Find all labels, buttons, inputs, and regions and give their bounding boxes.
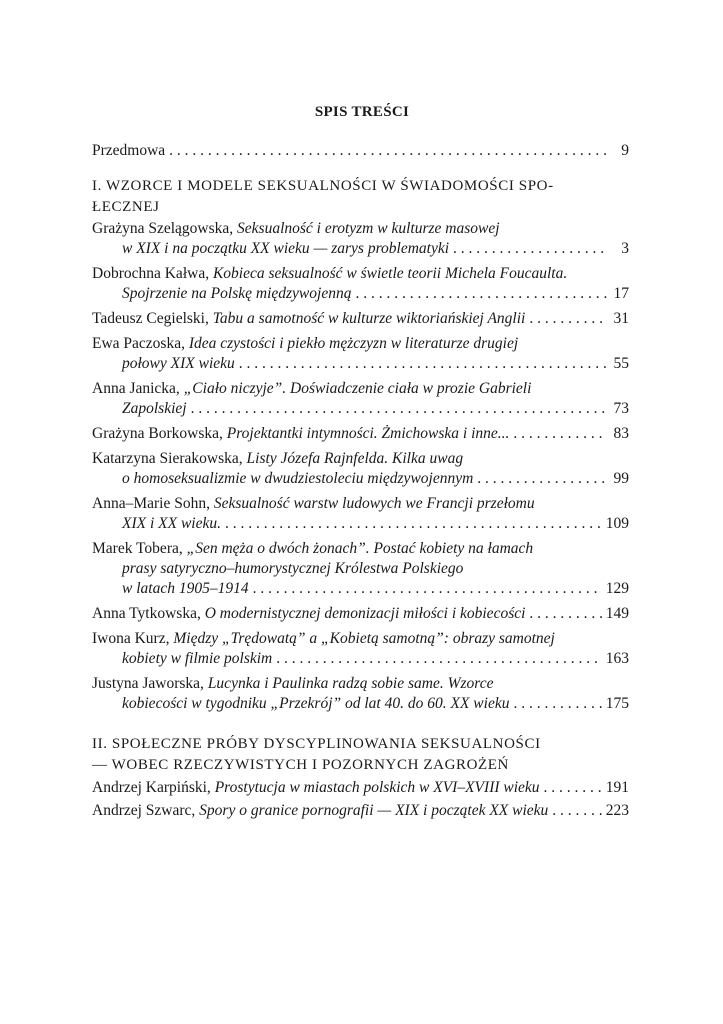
entry-title: XIX i XX wieku. xyxy=(122,515,221,532)
page-number: 31 xyxy=(613,310,629,327)
entry-title: Seksualność warstw ludowych we Francji przełomu xyxy=(213,495,535,512)
entry-author: Katarzyna Sierakowska, xyxy=(92,450,247,467)
section-heading-line: II. SPOŁECZNE PRÓBY DYSCYPLINOWANIA SEKSUALNOŚCI xyxy=(92,736,541,752)
toc-entry xyxy=(92,264,629,304)
leader-dots xyxy=(253,579,602,599)
section-heading-2 xyxy=(92,734,629,776)
leader-dots xyxy=(239,354,607,374)
entry-title: w latach 1905–1914 xyxy=(122,580,249,597)
entry-title: Listy Józefa Rajnfelda. Kilka uwag xyxy=(246,450,464,467)
leader-dots xyxy=(529,309,607,329)
page-number: 109 xyxy=(605,515,629,532)
page-number: 163 xyxy=(605,650,629,667)
toc-entry xyxy=(92,604,629,624)
entry-author: Andrzej Karpiński, xyxy=(92,779,215,796)
entry-title: Projektantki intymności. Żmichowska i inne... xyxy=(226,425,510,442)
page-title: SPIS TREŚCI xyxy=(314,104,410,120)
entry-author: Anna Janicka, xyxy=(92,380,184,397)
leader-dots xyxy=(477,469,607,489)
entry-title: prasy satyryczno–humorystycznej Królestwa Polskiego xyxy=(122,560,464,577)
entry-author: Grażyna Szelągowska, xyxy=(92,220,238,237)
page-number: 83 xyxy=(613,425,629,442)
leader-dots xyxy=(191,399,607,419)
leader-dots xyxy=(544,778,602,798)
leader-dots xyxy=(453,239,607,259)
page-number: 3 xyxy=(621,240,629,257)
leader-dots xyxy=(276,649,602,669)
section-heading-1 xyxy=(92,176,629,218)
entry-title: połowy XIX wieku xyxy=(122,355,235,372)
toc-entry xyxy=(92,778,629,798)
entry-title: kobiecości w tygodniku „Przekrój” od lat 40. do 60. XX wieku xyxy=(122,695,510,712)
page-number: 73 xyxy=(613,400,629,417)
leader-dots xyxy=(513,424,607,444)
entry-title: Spojrzenie na Polskę międzywojenną xyxy=(122,285,352,302)
entry-title: o homoseksualizmie w dwudziestoleciu międzywojennym xyxy=(122,470,474,487)
page-number: 149 xyxy=(605,605,629,622)
section-heading-line: I. WZORCE I MODELE SEKSUALNOŚCI W ŚWIADOMOŚCI SPO- xyxy=(92,178,554,194)
leader-dots xyxy=(529,604,601,624)
entry-title: Spory o granice pornografii — XIX i początek XX wieku xyxy=(199,802,549,819)
entry-author: Tadeusz Cegielski, xyxy=(92,310,213,327)
entry-title: Między „Trędowatą” a „Kobietą samotną”: obrazy samotnej xyxy=(173,630,555,647)
entry-title: w XIX i na początku XX wieku — zarys problematyki xyxy=(122,240,450,257)
section-heading-line: ŁECZNEJ xyxy=(92,199,160,215)
page-number: 223 xyxy=(605,802,629,819)
entry-author: Ewa Paczoska, xyxy=(92,335,189,352)
page-number: 99 xyxy=(613,470,629,487)
leader-dots xyxy=(513,694,601,714)
entry-title: „Ciało niczyje”. Doświadczenie ciała w prozie Gabrieli xyxy=(183,380,532,397)
entry-title: Zapolskiej xyxy=(122,400,187,417)
section-1-entries xyxy=(92,219,629,714)
toc-entry xyxy=(92,629,629,669)
toc-entry xyxy=(92,539,629,599)
entry-author: Andrzej Szwarc, xyxy=(92,802,200,819)
entry-author: Marek Tobera, xyxy=(92,540,187,557)
leader-dots xyxy=(552,801,601,821)
toc-entry xyxy=(92,424,629,444)
entry-author: Grażyna Borkowska, xyxy=(92,425,227,442)
section-2-entries xyxy=(92,778,629,821)
toc-entry xyxy=(92,674,629,714)
entry-title: Kobieca seksualność w świetle teorii Michela Foucaulta. xyxy=(212,265,568,282)
page-number: 17 xyxy=(613,285,629,302)
toc-entry xyxy=(92,219,629,259)
page-number: 9 xyxy=(621,142,629,159)
leader-dots xyxy=(225,514,602,534)
leader-dots xyxy=(355,284,607,304)
entry-title: Przedmowa xyxy=(92,142,166,159)
toc-entry xyxy=(92,449,629,489)
toc-entry-preface xyxy=(92,141,629,161)
entry-author: Anna–Marie Sohn, xyxy=(92,495,214,512)
entry-title: Tabu a samotność w kulturze wiktoriańskiej Anglii xyxy=(212,310,526,327)
entry-title: Idea czystości i piekło mężczyzn w literaturze drugiej xyxy=(188,335,519,352)
page-number: 55 xyxy=(613,355,629,372)
entry-author: Iwona Kurz, xyxy=(92,630,174,647)
page-number: 175 xyxy=(605,695,629,712)
entry-title: O modernistycznej demonizacji miłości i kobiecości xyxy=(204,605,526,622)
leader-dots xyxy=(169,141,607,161)
entry-title: Seksualność i erotyzm w kulturze masowej xyxy=(237,220,500,237)
entry-title: „Sen męża o dwóch żonach”. Postać kobiety na łamach xyxy=(186,540,534,557)
page-number: 191 xyxy=(605,779,629,796)
page-number: 129 xyxy=(605,580,629,597)
entry-author: Justyna Jaworska, xyxy=(92,675,208,692)
entry-title: kobiety w filmie polskim xyxy=(122,650,273,667)
entry-author: Anna Tytkowska, xyxy=(92,605,205,622)
toc-entry xyxy=(92,334,629,374)
toc-entry xyxy=(92,494,629,534)
toc-entry xyxy=(92,309,629,329)
section-heading-line: — WOBEC RZECZYWISTYCH I POZORNYCH ZAGROŻEŃ xyxy=(92,757,509,773)
toc-entry xyxy=(92,379,629,419)
toc-entry xyxy=(92,801,629,821)
entry-author: Dobrochna Kałwa, xyxy=(92,265,213,282)
entry-title: Prostytucja w miastach polskich w XVI–XVIII wieku xyxy=(214,779,540,796)
entry-title: Lucynka i Paulinka radzą sobie same. Wzorce xyxy=(207,675,494,692)
